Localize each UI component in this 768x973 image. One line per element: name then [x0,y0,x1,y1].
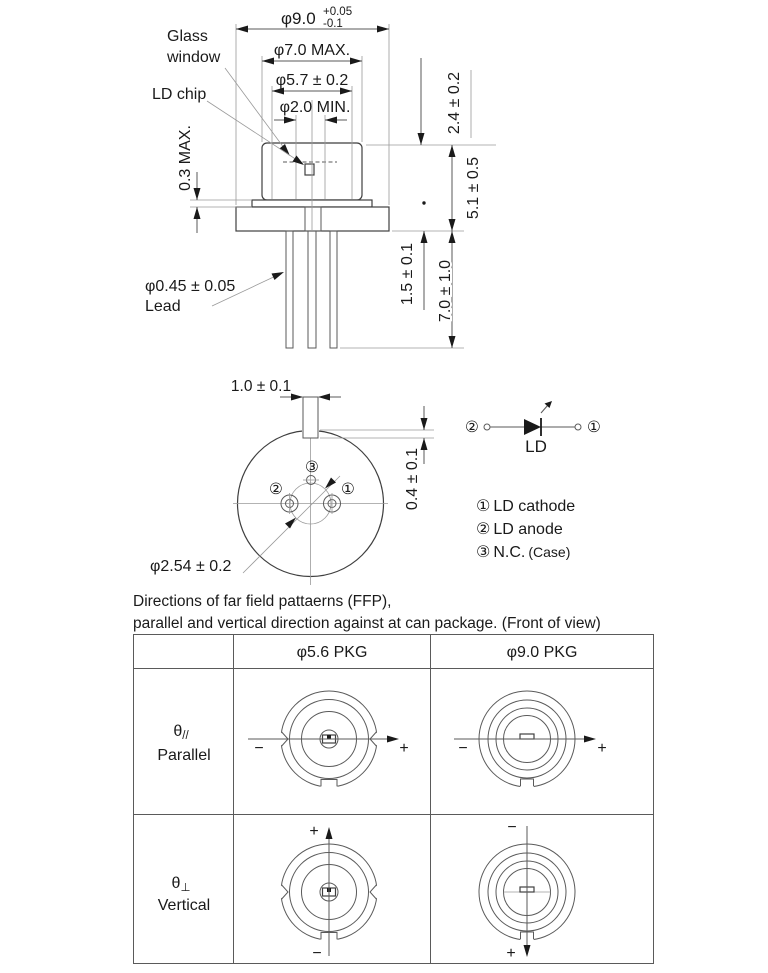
dim-phi9-tol-minus: -0.1 [323,18,343,30]
legend-3-number: ③ [476,544,491,561]
svg-text:−: − [312,945,322,962]
svg-text:−: − [254,740,264,757]
dim-phi9-label: φ9.0 [281,9,316,28]
dim-15-label: 1.5 ± 0.1 [399,242,417,306]
dim-tab-width-label: 1.0 ± 0.1 [230,378,292,395]
ffp-caption-line1: Directions of far field pattaerns (FFP), [133,593,392,610]
glass-window-label-line1: Glass [167,28,208,45]
col-header-pkg56: φ5.6 PKG [296,644,368,661]
lead-label-line1: φ0.45 ± 0.05 [145,278,236,295]
lead-label-line2: Lead [145,298,181,315]
svg-text:③N.C.(Case) [476,544,570,561]
svg-text:+: + [597,740,607,757]
svg-text:−: − [507,819,517,836]
legend-1-number: ① [476,498,491,515]
dim-51-label: 5.1 ± 0.5 [465,156,483,220]
circuit-pin2-number: ② [465,419,479,436]
dim-phi7-label: φ7.0 MAX. [273,42,351,59]
ld-device-label: LD [525,437,547,456]
svg-text:−: − [458,740,468,757]
ld-chip-label: LD chip [152,86,207,103]
legend-3-label: N.C. [493,544,526,561]
pin1-number: ① [341,481,355,498]
svg-text:②LD anode [476,521,563,538]
col-header-pkg90: φ9.0 PKG [506,644,578,661]
dim-70-label: 7.0 ± 1.0 [437,259,455,323]
legend-3-suffix: (Case) [528,544,571,560]
glass-window-label-line2: window [167,49,221,66]
svg-text:+: + [399,740,409,757]
legend-1-label: LD cathode [493,498,576,515]
row2-symbol: θ⊥ [171,875,191,894]
dim-24-label: 2.4 ± 0.2 [446,71,464,135]
dim-pin-circle-label: φ2.54 ± 0.2 [150,558,232,575]
svg-text:+: + [506,945,516,962]
dim-phi2-label: φ2.0 MIN. [279,99,351,116]
circuit-pin1-number: ① [587,419,601,436]
svg-text:+: + [309,823,319,840]
legend-2-label: LD anode [493,521,563,538]
row1-symbol: θ// [173,723,189,742]
pin3-number: ③ [305,459,319,476]
dim-tab-depth-label: 0.4 ± 0.1 [404,447,422,511]
row1-label: Parallel [157,747,211,764]
dim-03max-label: 0.3 MAX. [177,125,195,191]
ffp-caption-line2: parallel and vertical direction against at can package. (Front of view) [133,615,601,632]
pin2-number: ② [269,481,283,498]
dim-phi9-tol-plus: +0.05 [323,6,353,18]
dim-phi57-label: φ5.7 ± 0.2 [275,72,349,89]
legend-2-number: ② [476,521,491,538]
row2-label: Vertical [157,897,211,914]
